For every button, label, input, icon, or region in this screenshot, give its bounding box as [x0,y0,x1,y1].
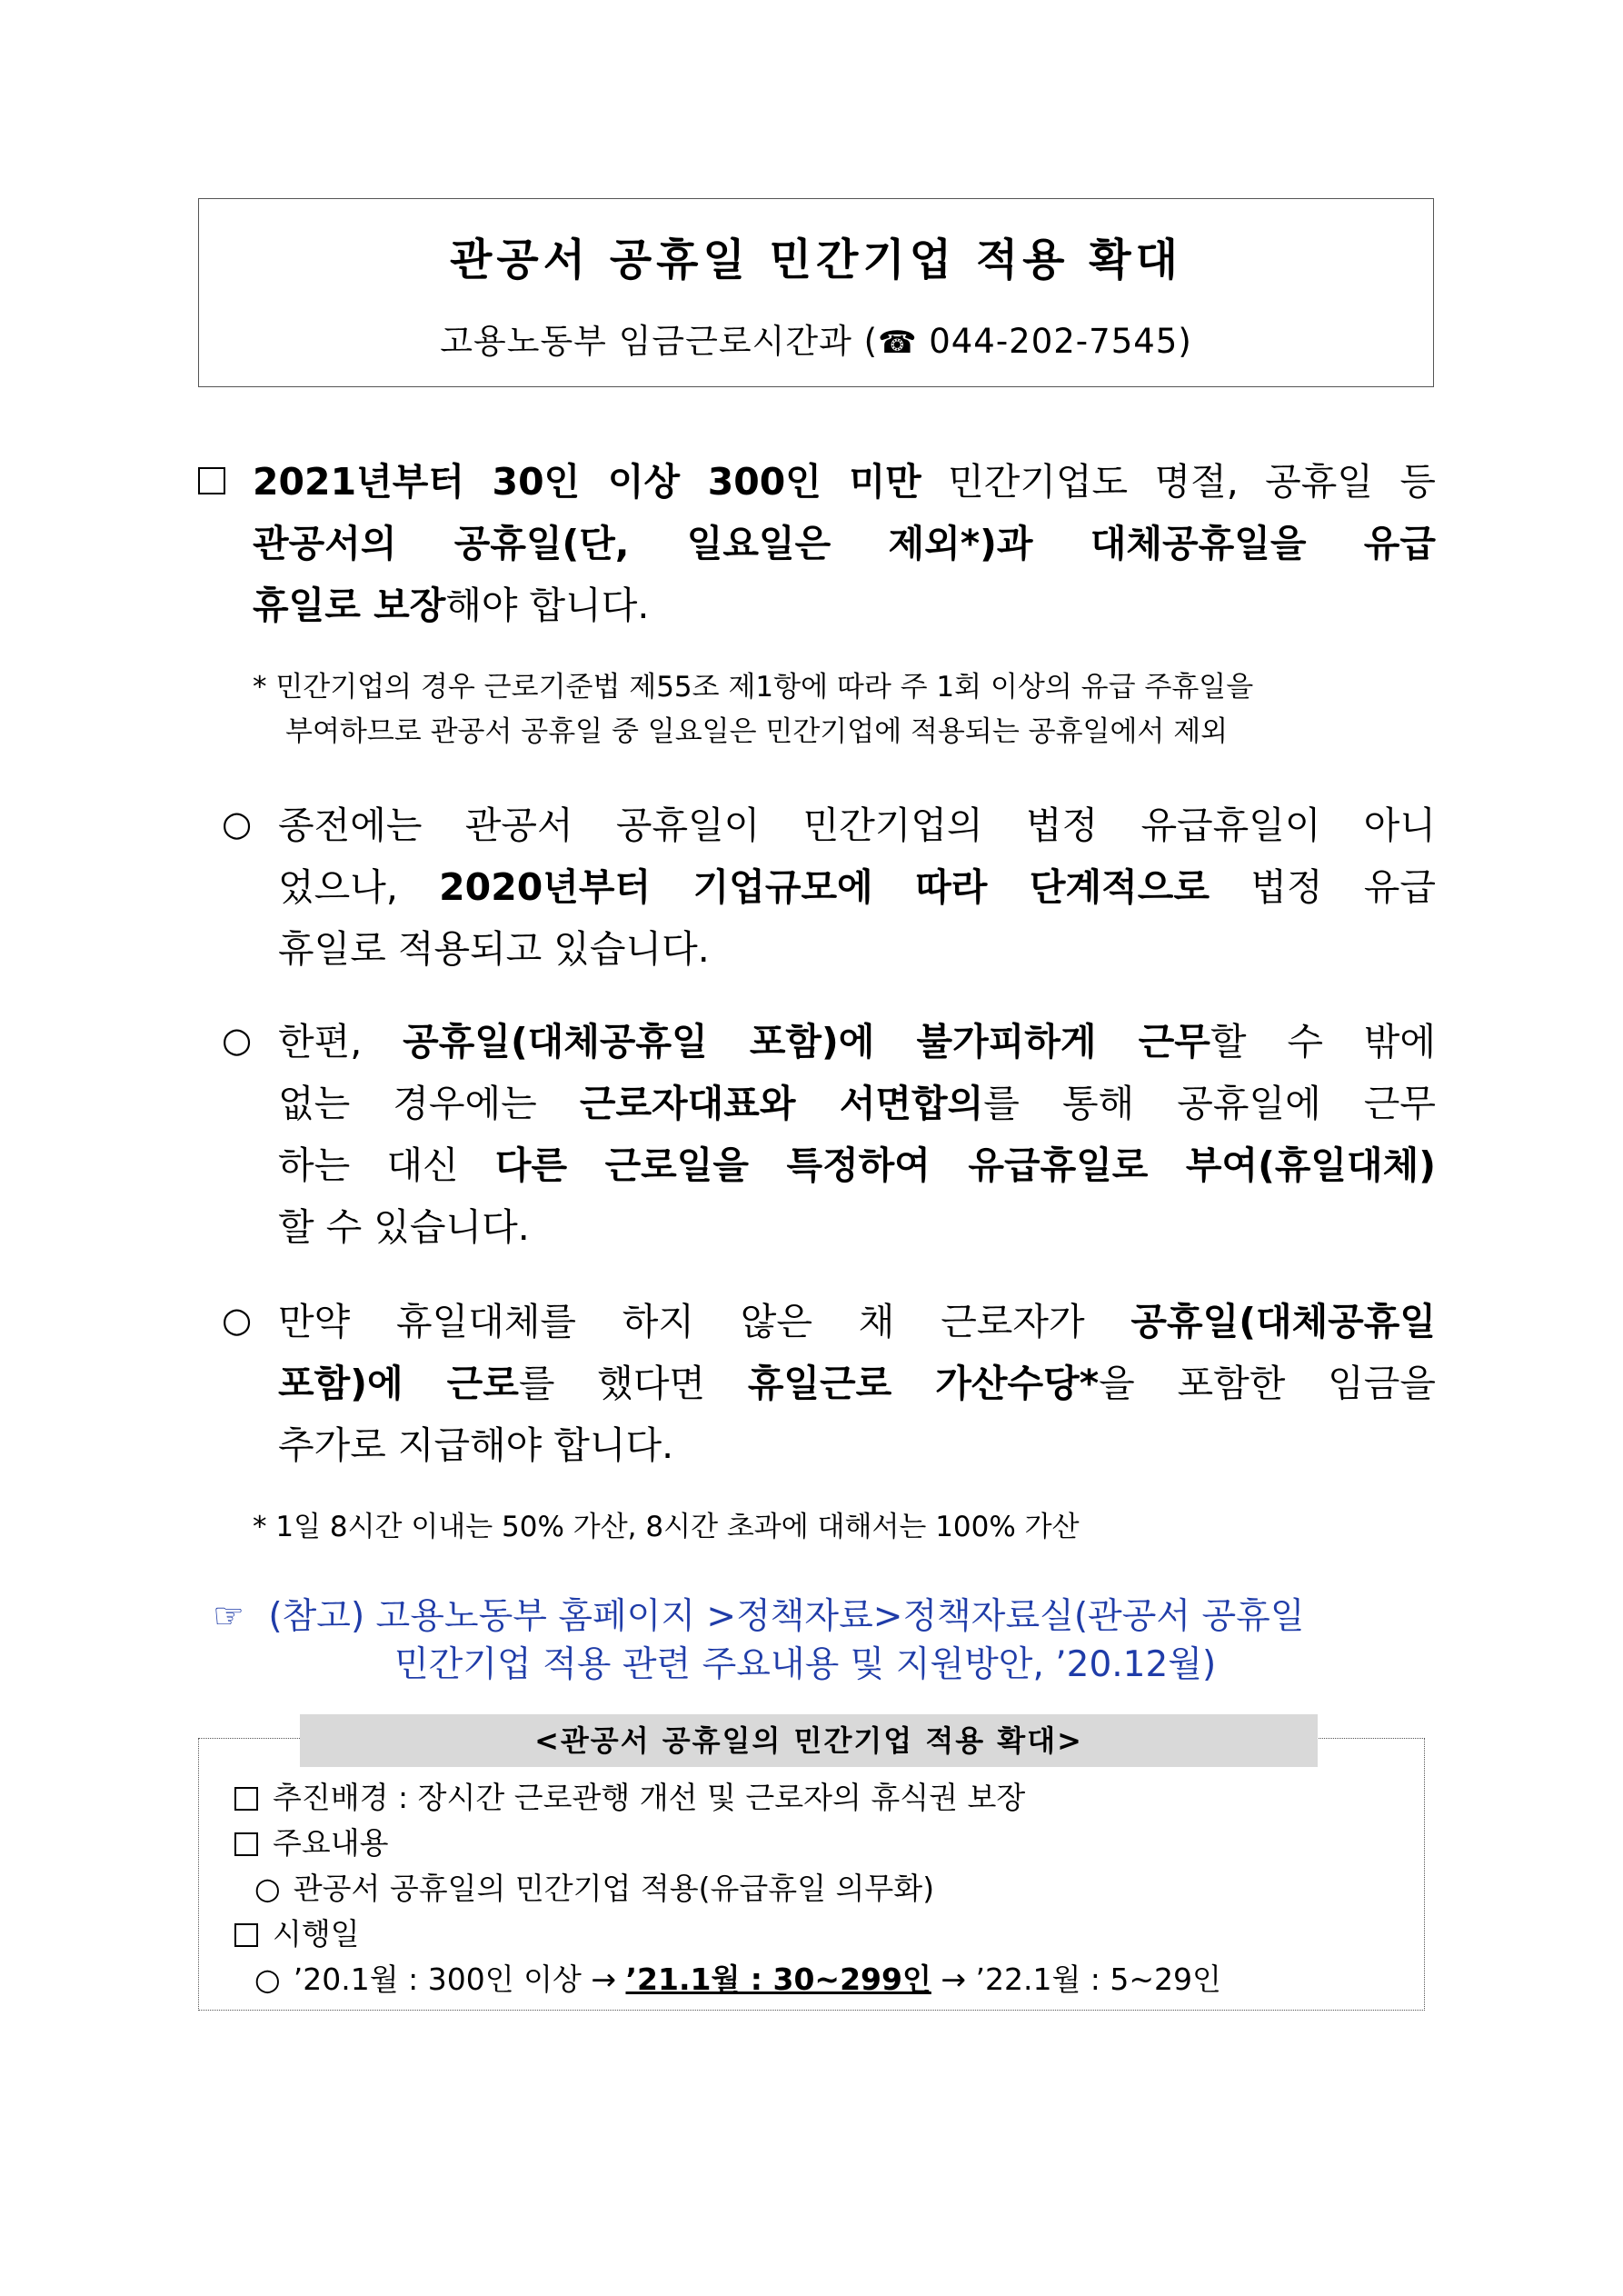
text: 만약 휴일대체를 하지 않은 채 근로자가 [278,1300,1131,1343]
line [253,513,1436,574]
circle-bullet-icon: ○ [222,1300,253,1340]
footnote-1 [253,665,1253,754]
line [278,1011,1436,1073]
footnote-2: * 1일 8시간 이내는 50% 가산, 8시간 초과에 대해서는 100% 가산 [253,1511,1080,1543]
reference-note [213,1592,1305,1641]
line: 종전에는 관공서 공휴일이 민간기업의 법정 유급휴일이 아니 [278,804,1436,847]
line [278,856,1436,918]
bold-text: 2020년부터 기업규모에 따라 단계적으로 [439,865,1210,909]
text: 시행일 [273,1916,360,1952]
pointing-hand-icon: ☞ [213,1596,244,1637]
bold-text: 휴일로 보장 [253,584,446,627]
summary-main-item [254,1867,934,1911]
bold-text: 포함)에 근로 [278,1362,519,1405]
title-box [198,198,1434,387]
square-bullet-icon [234,1787,258,1811]
square-bullet-icon [198,467,225,494]
line: 추가로 지급해야 합니다. [278,1423,674,1467]
main-paragraph-2 [278,794,1436,980]
main-paragraph-3 [278,1011,1436,1258]
bold-text: 공휴일(대체공휴일 포함)에 불가피하게 근무 [403,1020,1210,1063]
line [278,1134,1436,1196]
bold-text: 근로자대표와 서면합의 [579,1082,984,1125]
line [253,574,1436,636]
summary-effective [234,1912,360,1956]
main-paragraph-1 [253,451,1436,636]
text: 한편, [278,1020,403,1063]
text: 었으나, [278,865,440,909]
text: ’20.1월 : 300인 이상 → [293,1962,626,1997]
text: 을 포함한 임금을 [1099,1362,1436,1405]
text: 관공서 공휴일의 민간기업 적용(유급휴일 의무화) [293,1871,935,1906]
bold-text: 다른 근로일을 특정하여 유급휴일로 부여(휴일대체) [494,1143,1436,1187]
page-title: 관공서 공휴일 민간기업 적용 확대 [450,235,1182,285]
square-bullet-icon [234,1832,258,1856]
summary-main-content [234,1822,389,1865]
line [253,451,1436,513]
department-label: 고용노동부 임금근로시간과 ( [440,322,879,361]
summary-background [234,1776,1025,1820]
text: 추진배경 : 장시간 근로관행 개선 및 근로자의 휴식권 보장 [273,1780,1026,1815]
line: 휴일로 적용되고 있습니다. [278,927,710,971]
text: 해야 합니다. [445,584,650,627]
text: 하는 대신 [278,1143,495,1187]
main-paragraph-4 [278,1291,1436,1476]
square-bullet-icon [234,1923,258,1947]
circle-bullet-icon: ○ [254,1962,281,1997]
text: → ’22.1월 : 5~29인 [931,1962,1221,1997]
phone-number: 044-202-7545) [917,322,1192,361]
summary-timeline [254,1958,1221,2002]
text: 할 수 밖에 [1210,1020,1436,1063]
highlighted-date: ’21.1월 : 30~299인 [625,1962,931,1997]
text: 민간기업도 명절, 공휴일 등 [921,460,1436,504]
bold-text: 공휴일(대체공휴일 [1130,1300,1436,1343]
reference-line-1: (참고) 고용노동부 홈페이지 >정책자료>정책자료실(관공서 공휴일 [268,1596,1305,1637]
bold-text: 관공서의 공휴일(단, 일요일은 제외*)과 대체공휴일을 유급 [253,522,1436,565]
text: 를 했다면 [518,1362,748,1405]
footnote-line: 부여하므로 관공서 공휴일 중 일요일은 민간기업에 적용되는 공휴일에서 제외 [285,715,1229,748]
summary-header: <관공서 공휴일의 민간기업 적용 확대> [300,1714,1318,1767]
line [278,1291,1436,1353]
bold-text: 2021년부터 30인 이상 300인 미만 [253,460,921,504]
department-contact [199,314,1433,363]
line [278,1073,1436,1134]
bold-text: 휴일근로 가산수당* [747,1362,1100,1405]
text: 주요내용 [273,1825,389,1861]
text: 법정 유급 [1209,865,1436,909]
circle-bullet-icon: ○ [254,1871,281,1906]
footnote-line: * 민간기업의 경우 근로기준법 제55조 제1항에 따라 주 1회 이상의 유급 주휴일을 [253,671,1254,704]
text: 를 통해 공휴일에 근무 [983,1082,1436,1125]
circle-bullet-icon: ○ [222,804,253,844]
phone-icon: ☎ [878,324,918,361]
reference-line-2: 민간기업 적용 관련 주요내용 및 지원방안, ’20.12월) [394,1644,1217,1685]
line [278,1353,1436,1414]
text: 없는 경우에는 [278,1082,580,1125]
circle-bullet-icon: ○ [222,1020,253,1060]
line: 할 수 있습니다. [278,1205,530,1249]
